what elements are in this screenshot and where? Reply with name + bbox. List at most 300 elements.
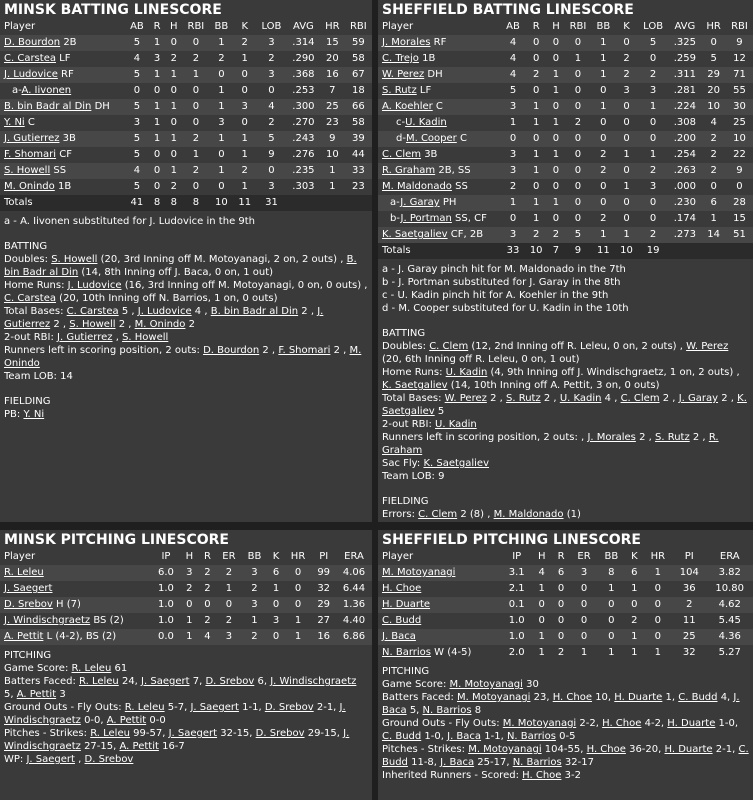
stat-value: 36-20,	[629, 744, 662, 755]
player-link[interactable]: J. Baca	[447, 731, 482, 742]
player-link[interactable]: A. Pettit	[106, 715, 147, 726]
player-link[interactable]: Y. Ni	[23, 409, 45, 420]
stat-cell: 20	[707, 85, 720, 96]
two-out-rbi-line	[4, 331, 368, 344]
stat-cell: 5.45	[718, 615, 741, 626]
player-link[interactable]: D. Bourdon	[4, 37, 61, 48]
stat-cell: 1	[192, 149, 200, 160]
stat-cell: 1	[552, 149, 560, 160]
totals-label: Totals	[378, 243, 501, 259]
stat-value: 5,	[4, 689, 14, 700]
player-link[interactable]: M. Motoyanagi	[502, 718, 577, 729]
player-link[interactable]: U. Kadin	[435, 419, 477, 430]
stat-cell: 12	[733, 53, 746, 64]
col-header: Player	[0, 549, 152, 565]
player-link[interactable]: J. Morales	[587, 432, 636, 443]
col-header: HR	[701, 19, 726, 35]
sub-prefix: d-	[396, 133, 406, 144]
player-link[interactable]: C. Clem	[429, 341, 469, 352]
player-link[interactable]: M. Motoyanagi	[468, 744, 542, 755]
stat-cell: 1	[209, 99, 233, 115]
stat-cell: 1.0	[152, 597, 180, 613]
player-link[interactable]: R. Leleu	[90, 728, 130, 739]
stat-cell: 2	[638, 67, 669, 83]
panel-title: MINSK PITCHING LINESCORE	[4, 532, 229, 548]
stat-text: (16, 3rd Inning off M. Motoyanagi, 0 on, 0 outs) ,	[124, 280, 368, 291]
stat-cell: 1	[153, 117, 161, 128]
player-link[interactable]: F. Shomari	[4, 149, 57, 160]
stat-cell: 9	[726, 163, 753, 179]
player-link[interactable]: M. Maldonado	[493, 509, 564, 520]
stat-value: 32-17	[564, 757, 594, 768]
player-link[interactable]: W. Perez	[686, 341, 729, 352]
stat-cell: 58	[351, 117, 365, 128]
col-header: AB	[125, 19, 149, 35]
totals-row	[0, 195, 372, 211]
stat-cell: .224	[668, 99, 701, 115]
stat-cell: 10	[726, 131, 753, 147]
game-score-line	[382, 678, 749, 691]
player-link[interactable]: S. Howell	[122, 332, 169, 343]
player-position: 3B	[62, 133, 76, 144]
player-link[interactable]: R. Leleu	[124, 702, 165, 713]
stat-cell: 0	[649, 213, 657, 224]
stat-cell: 0	[557, 615, 565, 626]
stat-cell: 1	[294, 615, 302, 626]
player-link[interactable]: K. Saetgaliev	[423, 458, 490, 469]
player-link[interactable]: M. Motoyanagi	[382, 567, 456, 578]
sub-note: a - J. Garay pinch hit for M. Maldonado in the 7th	[382, 264, 626, 275]
stat-cell: 0	[218, 149, 225, 160]
stat-cell: 1	[525, 163, 548, 179]
player-link[interactable]: H. Duarte	[664, 744, 713, 755]
player-link[interactable]: S. Rutz	[505, 393, 541, 404]
sub-prefix: c-	[396, 117, 406, 128]
player-link[interactable]: J. Gutierrez	[57, 332, 113, 343]
stat-cell: .368	[287, 67, 320, 83]
stat-cell: 3	[501, 227, 525, 243]
table-row	[0, 597, 372, 613]
player-link[interactable]: N. Barrios	[506, 731, 556, 742]
stat-cell: 1	[625, 629, 643, 645]
player-cell	[0, 131, 125, 147]
player-link[interactable]: S. Howell	[51, 254, 98, 265]
player-link[interactable]: H. Duarte	[382, 599, 431, 610]
col-header: AVG	[287, 19, 320, 35]
stat-label: Total Bases:	[4, 306, 64, 317]
player-link[interactable]: J. Saegert	[190, 702, 239, 713]
player-cell	[378, 597, 502, 613]
stat-cell: 3	[133, 117, 141, 128]
player-cell	[0, 115, 125, 131]
stat-text: (20, 6th Inning off R. Leleu, 0 on, 1 out)	[382, 354, 580, 365]
table-row	[0, 581, 372, 597]
player-link[interactable]: C. Carstea	[66, 306, 119, 317]
player-link[interactable]: D. Srebov	[205, 676, 255, 687]
stat-cell: 1	[591, 67, 615, 83]
player-link[interactable]: C. Carstea	[4, 53, 56, 64]
stat-value: 4,	[720, 692, 731, 703]
player-link[interactable]: A. Pettit	[16, 689, 57, 700]
player-link[interactable]: N. Barrios	[382, 647, 431, 658]
stat-cell	[287, 195, 320, 211]
player-link[interactable]: C. Clem	[418, 509, 458, 520]
player-link[interactable]: N. Barrios	[512, 757, 562, 768]
player-link[interactable]: F. Shomari	[278, 345, 331, 356]
player-link[interactable]: A. Iivonen	[21, 85, 72, 96]
col-header: R	[199, 549, 217, 565]
stat-cell: 0	[557, 583, 565, 594]
player-cell	[0, 565, 152, 581]
stat-value: 2 ,	[53, 319, 67, 330]
stat-cell: 10	[209, 195, 233, 211]
stat-cell: 4.40	[342, 615, 366, 626]
table-row	[378, 597, 753, 613]
stat-cell: 9	[268, 149, 275, 160]
player-link[interactable]: D. Srebov	[84, 754, 134, 765]
stat-value: 32-15,	[220, 728, 253, 739]
col-header: AB	[501, 19, 525, 35]
stat-cell: 55	[733, 85, 746, 96]
player-cell	[0, 35, 125, 51]
stat-cell: 3	[268, 181, 275, 192]
stat-cell: .276	[292, 149, 315, 160]
player-link[interactable]: J. Garay	[400, 197, 440, 208]
player-link[interactable]: H. Choe	[602, 718, 642, 729]
stat-value: 1-0,	[424, 731, 444, 742]
stat-cell: 29	[701, 67, 726, 83]
player-link[interactable]: C. Budd	[382, 744, 749, 768]
player-link[interactable]: K. Saetgaliev	[382, 229, 448, 240]
player-link[interactable]: S. Howell	[69, 319, 116, 330]
stat-cell: 1	[329, 181, 336, 192]
player-cell	[378, 179, 501, 195]
player-link[interactable]: C. Trejo	[382, 53, 419, 64]
player-link[interactable]: A. Pettit	[4, 631, 44, 642]
stat-cell: 0	[574, 181, 582, 192]
player-cell	[378, 581, 502, 597]
stat-cell: 1	[591, 99, 615, 115]
player-link[interactable]: A. Pettit	[119, 741, 159, 752]
col-header: ER	[571, 549, 598, 565]
stat-cell: 0	[608, 615, 615, 626]
stat-cell: 1	[538, 647, 545, 658]
stat-cell: 0	[571, 629, 598, 645]
stat-cell: 0	[153, 149, 161, 160]
sheffield-pitching-notes	[378, 661, 753, 782]
col-header: ERA	[706, 549, 753, 565]
player-link[interactable]: J. Saegert	[141, 676, 190, 687]
stat-cell: 25	[320, 99, 345, 115]
player-cell	[378, 51, 501, 67]
player-cell	[0, 597, 152, 613]
table-row	[378, 195, 753, 211]
player-link[interactable]: J. Ludovice	[137, 306, 192, 317]
stat-cell: 2	[701, 163, 726, 179]
player-link[interactable]: J. Garay	[678, 393, 719, 404]
player-link[interactable]: M. Onindo	[4, 181, 55, 192]
stat-label: Sac Fly:	[382, 458, 421, 469]
section-head: FIELDING	[382, 496, 429, 507]
player-link[interactable]: R. Leleu	[79, 676, 119, 687]
stat-cell: 22	[733, 149, 746, 160]
stat-cell: 2	[701, 131, 726, 147]
col-header: R	[552, 549, 571, 565]
player-link[interactable]: H. Choe	[586, 744, 626, 755]
stat-cell: 5	[125, 35, 149, 51]
stat-cell: 51	[726, 227, 753, 243]
table-row	[378, 629, 753, 645]
player-link[interactable]: H. Choe	[522, 770, 562, 781]
stat-cell: 4	[256, 99, 287, 115]
stat-value: 2 ,	[692, 432, 706, 443]
player-link[interactable]: D. Srebov	[264, 702, 314, 713]
stat-value: 24,	[121, 676, 138, 687]
player-link[interactable]: H. Duarte	[667, 718, 716, 729]
stat-cell: 4	[532, 565, 552, 581]
col-header: ER	[216, 549, 241, 565]
stat-text: (12, 2nd Inning off R. Leleu, 0 on, 2 outs) ,	[471, 341, 683, 352]
player-link[interactable]: R. Graham	[382, 432, 719, 456]
player-link[interactable]: S. Rutz	[382, 85, 417, 96]
player-link[interactable]: J. Saegert	[4, 583, 53, 594]
player-link[interactable]: R. Leleu	[4, 567, 44, 578]
errors-line	[382, 508, 749, 521]
player-link[interactable]: J. Gutierrez	[4, 306, 324, 330]
stat-cell: 0	[170, 149, 177, 160]
player-link[interactable]: J. Baca	[440, 757, 475, 768]
stat-cell: 1.0	[157, 615, 174, 626]
col-header: Player	[0, 19, 125, 35]
stat-cell: 1	[552, 117, 560, 128]
stat-cell: 0	[509, 213, 517, 224]
player-link[interactable]: M. Motoyanagi	[457, 692, 531, 703]
ground-fly-line	[4, 701, 368, 727]
player-link[interactable]: S. Howell	[4, 165, 51, 176]
player-link[interactable]: J. Windischgraetz	[270, 676, 357, 687]
col-header: RBI	[726, 19, 753, 35]
doubles-line	[382, 340, 749, 366]
player-link[interactable]: M. Motoyanagi	[449, 679, 523, 690]
col-header: BB	[598, 549, 626, 565]
player-position: CF, 2B	[450, 229, 484, 240]
player-link[interactable]: J. Portman	[400, 213, 452, 224]
stat-cell: 33	[501, 243, 525, 259]
player-link[interactable]: W. Perez	[444, 393, 487, 404]
player-cell	[0, 179, 125, 195]
player-position: SS	[53, 165, 67, 176]
stat-cell: 23	[351, 181, 365, 192]
stat-cell: 10	[525, 243, 548, 259]
table-row	[378, 211, 753, 227]
stat-cell: 0	[533, 181, 540, 192]
player-link[interactable]: C. Budd	[382, 731, 422, 742]
minsk-pitching-notes	[0, 645, 372, 766]
player-link[interactable]: D. Srebov	[4, 599, 53, 610]
stat-cell: .235	[287, 163, 320, 179]
stat-cell: 2	[199, 565, 217, 581]
player-link[interactable]: K. Saetgaliev	[382, 380, 448, 391]
col-header: RBI	[564, 19, 591, 35]
stat-value: 2 ,	[301, 306, 315, 317]
player-link[interactable]: Y. Ni	[4, 117, 25, 128]
player-link[interactable]: M. Maldonado	[382, 181, 452, 192]
sheffield-batting-rows	[378, 35, 753, 259]
player-link[interactable]: D. Bourdon	[203, 345, 260, 356]
player-link[interactable]: M. Onindo	[134, 319, 186, 330]
stat-value: 2-1,	[316, 702, 337, 713]
stat-cell: 0	[574, 149, 582, 160]
col-header: K	[615, 19, 638, 35]
stat-text: (4, 9th Inning off J. Windischgraetz, 1 on, 2 outs) ,	[490, 367, 740, 378]
player-link[interactable]: H. Duarte	[614, 692, 663, 703]
stat-value: 1-1,	[484, 731, 504, 742]
player-link[interactable]: J. Saegert	[168, 728, 218, 739]
stat-cell: 0	[294, 583, 302, 594]
player-link[interactable]: R. Leleu	[71, 663, 112, 674]
player-link[interactable]: U. Kadin	[445, 367, 488, 378]
player-link[interactable]: J. Windischgraetz	[4, 728, 350, 752]
home-runs-line	[382, 366, 749, 392]
stat-cell: 0.1	[502, 597, 532, 613]
stat-cell: 1	[509, 117, 517, 128]
player-link[interactable]: H. Choe	[382, 583, 422, 594]
player-link[interactable]: C. Carstea	[4, 293, 56, 304]
sub-prefix: a-	[390, 197, 401, 208]
player-position: C	[27, 117, 35, 128]
player-link[interactable]: J. Saegert	[26, 754, 75, 765]
player-cell	[378, 645, 502, 661]
decision-note: BS (2)	[93, 615, 124, 626]
stat-label: Doubles:	[382, 341, 427, 352]
col-header: Player	[378, 19, 501, 35]
player-cell	[0, 51, 125, 67]
stat-cell: 1	[600, 53, 607, 64]
stat-cell: 2	[615, 67, 638, 83]
player-link[interactable]: B. bin Badr al Din	[210, 306, 299, 317]
stat-cell: 1	[623, 181, 630, 192]
player-link[interactable]: B. bin Badr al Din	[4, 101, 92, 112]
stat-value: 23,	[533, 692, 550, 703]
player-link[interactable]: M. Cooper	[405, 133, 457, 144]
stat-cell: 0	[580, 615, 588, 626]
sub-note: a - A. Iivonen substituted for J. Ludovice in the 9th	[4, 216, 256, 227]
player-link[interactable]: U. Kadin	[559, 393, 602, 404]
stat-cell: 0	[241, 117, 248, 128]
section-head: BATTING	[4, 241, 48, 252]
stat-cell: 1	[615, 227, 638, 243]
player-position: DH	[427, 69, 443, 80]
stat-cell: 8	[149, 195, 165, 211]
player-link[interactable]: B. bin Badr al Din	[4, 254, 357, 278]
player-link[interactable]: H. Choe	[552, 692, 592, 703]
stat-cell: 3	[256, 35, 287, 51]
stat-cell: 1	[548, 195, 565, 211]
player-link[interactable]: J. Ludovice	[67, 280, 122, 291]
stat-cell: .308	[673, 117, 696, 128]
stat-cell: 9	[564, 243, 591, 259]
player-link[interactable]: J. Morales	[382, 37, 431, 48]
player-link[interactable]: C. Budd	[678, 692, 718, 703]
stat-label: Errors:	[382, 509, 415, 520]
minsk-batting-rows	[0, 35, 372, 211]
table-row	[0, 163, 372, 179]
stat-value: 7,	[192, 676, 203, 687]
stat-cell: 0	[552, 181, 560, 192]
minsk-batting-panel	[0, 0, 372, 522]
table-row	[378, 83, 753, 99]
sac-fly-line	[382, 457, 749, 470]
player-link[interactable]: S. Rutz	[654, 432, 690, 443]
stat-label: WP:	[4, 754, 24, 765]
total-bases-line	[4, 305, 368, 331]
player-link[interactable]: J. Baca	[382, 631, 416, 642]
player-link[interactable]: R. Graham	[382, 165, 436, 176]
minsk-pitching-panel	[0, 530, 372, 800]
stat-cell: 0	[216, 597, 241, 613]
stat-cell: 2	[600, 213, 607, 224]
col-header: BB	[591, 19, 615, 35]
player-link[interactable]: N. Barrios	[422, 705, 472, 716]
player-cell	[378, 99, 501, 115]
stat-cell: 1	[218, 85, 225, 96]
player-link[interactable]: K. Saetgaliev	[382, 393, 747, 417]
stat-cell: 1	[149, 35, 165, 51]
player-link[interactable]: J. Windischgraetz	[4, 615, 91, 626]
player-cell	[378, 629, 502, 645]
stat-text: (20, 10th Inning off N. Barrios, 1 on, 0 outs)	[59, 293, 278, 304]
player-link[interactable]: J. Windischgraetz	[4, 702, 346, 726]
player-link[interactable]: J. Gutierrez	[4, 133, 60, 144]
stat-cell: 58	[351, 53, 365, 64]
player-link[interactable]: U. Kadin	[405, 117, 447, 128]
stat-cell: 5.27	[718, 647, 741, 658]
stat-cell: 2	[574, 117, 582, 128]
col-header: AVG	[668, 19, 701, 35]
player-link[interactable]: M. Onindo	[4, 345, 362, 369]
stat-cell: 1	[649, 149, 657, 160]
stat-cell: 1	[644, 565, 673, 581]
player-cell	[378, 613, 502, 629]
stat-value: 2 ,	[333, 345, 347, 356]
batters-faced-line	[4, 675, 368, 701]
player-link[interactable]: A. Koehler	[382, 101, 433, 112]
stat-cell: 6.86	[336, 629, 372, 645]
stat-value: 2 (8) ,	[460, 509, 491, 520]
player-link[interactable]: J. Baca	[382, 692, 740, 716]
stat-cell	[345, 195, 372, 211]
stat-value: 0-0,	[84, 715, 104, 726]
stat-cell: 0	[598, 597, 626, 613]
table-row	[378, 179, 753, 195]
stat-cell: 1	[532, 629, 552, 645]
player-link[interactable]: C. Clem	[382, 149, 421, 160]
stat-cell: 14	[701, 227, 726, 243]
player-link[interactable]: J. Ludovice	[4, 69, 58, 80]
player-link[interactable]: D. Srebov	[255, 728, 305, 739]
stat-cell: 0	[564, 99, 591, 115]
player-link[interactable]: C. Budd	[382, 615, 422, 626]
stat-cell: 2	[557, 647, 565, 658]
player-link[interactable]: W. Perez	[382, 69, 425, 80]
stat-cell: 0	[644, 629, 673, 645]
player-cell	[378, 227, 501, 243]
stat-cell: 1.0	[157, 583, 174, 594]
stat-cell: 2	[548, 227, 565, 243]
player-link[interactable]: C. Clem	[620, 393, 660, 404]
stat-cell: 2	[233, 163, 256, 179]
stat-cell: .174	[673, 213, 696, 224]
